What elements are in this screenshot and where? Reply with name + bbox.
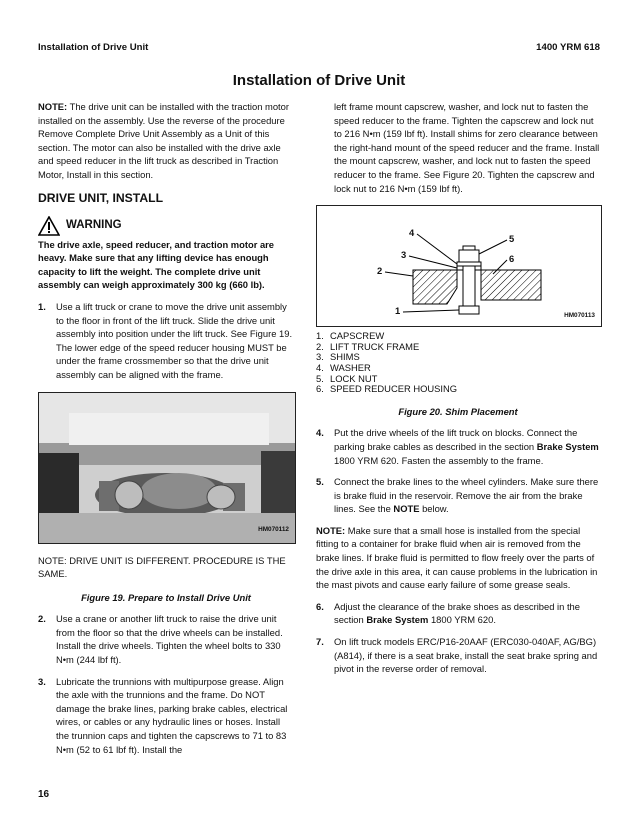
callout-4: 4 bbox=[409, 227, 415, 239]
warning-triangle-icon bbox=[38, 216, 60, 236]
callout-2: 2 bbox=[377, 265, 383, 277]
figure-20-diagram bbox=[316, 205, 602, 327]
callout-1: 1 bbox=[395, 305, 401, 317]
legend-item: 3. SHIMS bbox=[316, 351, 360, 363]
note-text: The drive unit can be installed with the traction motor installed on the assembly. Use the reverse of the procedure Remove Complete Drive Unit Assembly as a Unit of this section. The motor can also be installed with the drive axle and speed reducer in the lift truck as described in Traction Motor, Install in this section. bbox=[38, 101, 289, 180]
step-7 bbox=[316, 635, 600, 676]
step-5 bbox=[316, 475, 600, 516]
callout-6: 6 bbox=[509, 253, 515, 265]
step-4 bbox=[316, 426, 600, 467]
note-label: NOTE: bbox=[316, 524, 346, 536]
photo-id-label: HM070112 bbox=[258, 525, 289, 533]
step-number: 1. bbox=[38, 300, 46, 312]
figure-19-photo bbox=[38, 392, 296, 544]
legend-item: 5. LOCK NUT bbox=[316, 372, 378, 384]
figure-20-caption: Figure 20. Shim Placement bbox=[398, 405, 518, 417]
step-number: 2. bbox=[38, 613, 46, 625]
step-text: On lift truck models ERC/P16-20AAF (ERC030-040AF, AG/BG) (A814), if there is a seat brake, install the seat brake spring and pivot in the reverse order of removal. bbox=[334, 636, 598, 675]
shim-placement-drawing bbox=[317, 206, 601, 326]
page-title: Installation of Drive Unit bbox=[232, 72, 406, 89]
step-text: Use a lift truck or crane to move the drive unit assembly to the floor in front of the lift truck. Slide the drive unit assembly into position under the lift truck. See Figure 19. The lower edge of the speed reducer housing MUST be under the frame crossmember so that the drive unit assembly can be aligned with the frame. bbox=[56, 300, 293, 380]
legend-item: 4. WASHER bbox=[316, 361, 371, 373]
step-2 bbox=[38, 612, 294, 666]
step-1 bbox=[38, 300, 294, 382]
drive-unit-photo-illustration bbox=[39, 393, 295, 543]
legend-item: 1. CAPSCREW bbox=[316, 330, 385, 342]
warning-label: WARNING bbox=[66, 218, 122, 231]
figure-20-legend bbox=[316, 331, 600, 395]
brake-note bbox=[316, 524, 600, 592]
step-text: Use a crane or another lift truck to raise the drive unit from the floor so that the drive wheels can be installed. Install the drive wheels. Tighten the wheel bolts to 330 N•m (244 lbf ft). bbox=[56, 613, 283, 666]
note-label: NOTE: bbox=[38, 101, 68, 112]
legend-item: 6. SPEED REDUCER HOUSING bbox=[316, 383, 458, 395]
step-number: 4. bbox=[316, 427, 324, 439]
step-text: Adjust the clearance of the brake shoes as described in the section Brake System 1800 YRM 620. bbox=[334, 600, 580, 626]
step-number: 5. bbox=[316, 476, 324, 488]
warning-heading bbox=[38, 216, 294, 236]
intro-note bbox=[38, 100, 294, 182]
warning-text: The drive axle, speed reducer, and traction motor are heavy. Make sure that any lifting device has enough capacity to lift the weight. The complete drive unit assembly can weigh approximately 300 kg (660 lb). bbox=[38, 238, 275, 291]
legend-item: 2. LIFT TRUCK FRAME bbox=[316, 340, 420, 352]
step-text: Connect the brake lines to the wheel cylinders. Make sure there is brake fluid in the reservoir. Remove the air from the brake lines. See the NOTE below. bbox=[334, 476, 599, 515]
step-number: 3. bbox=[38, 675, 46, 687]
step-number: 7. bbox=[316, 636, 324, 648]
photo-note: NOTE: DRIVE UNIT IS DIFFERENT. PROCEDURE IS THE SAME. bbox=[38, 554, 286, 580]
running-header-right: 1400 YRM 618 bbox=[536, 42, 600, 53]
page-number: 16 bbox=[38, 789, 50, 800]
section-heading: DRIVE UNIT, INSTALL bbox=[38, 190, 164, 205]
left-column bbox=[38, 100, 294, 756]
callout-5: 5 bbox=[509, 233, 515, 245]
running-header-left: Installation of Drive Unit bbox=[38, 42, 149, 53]
step-number: 6. bbox=[316, 600, 324, 612]
step-text: Put the drive wheels of the lift truck on blocks. Connect the parking brake cables as described in the section Brake System 1800 YRM 620. Fasten the assembly to the frame. bbox=[334, 427, 599, 466]
figure-19-caption: Figure 19. Prepare to Install Drive Unit bbox=[81, 591, 251, 603]
diagram-id-label: HM070113 bbox=[564, 311, 595, 319]
right-column bbox=[316, 100, 600, 676]
step-text: Lubricate the trunnions with multipurpose grease. Align the axle with the trunnions and the frame. Do NOT damage the brake lines, parking brake cables, electrical wires, or cables or any hydraulic lines or hoses. Install the trunnion caps and tighten the capscrews to 71 to 83 N•m (52 to 61 lbf ft). Install the bbox=[56, 675, 288, 755]
note-text: Make sure that a small hose is installed from the special fitting to a container for brake fluid when air is removed from the brake lines. If brake fluid is permitted to flow freely over the parts of the drive axle in this area, it can cause problems in the lubrication in the mast pivots and cause early failure of some grease seals. bbox=[316, 524, 598, 591]
step-6 bbox=[316, 600, 600, 627]
callout-3: 3 bbox=[401, 249, 407, 261]
step-3-continued: left frame mount capscrew, washer, and lock nut to fasten the speed reducer to the frame. Tighten the capscrew and lock nut to 216 N•m (159 lbf ft). Install shims for zero clearance between the right-hand mount of the speed reducer and the frame. Install the mount capscrew, washer, and lock nut to fasten the speed reducer to the frame. See Figure 20. Tighten the capscrew and lock nut to 216 N•m (159 lbf ft). bbox=[334, 101, 600, 194]
step-3 bbox=[38, 675, 294, 757]
